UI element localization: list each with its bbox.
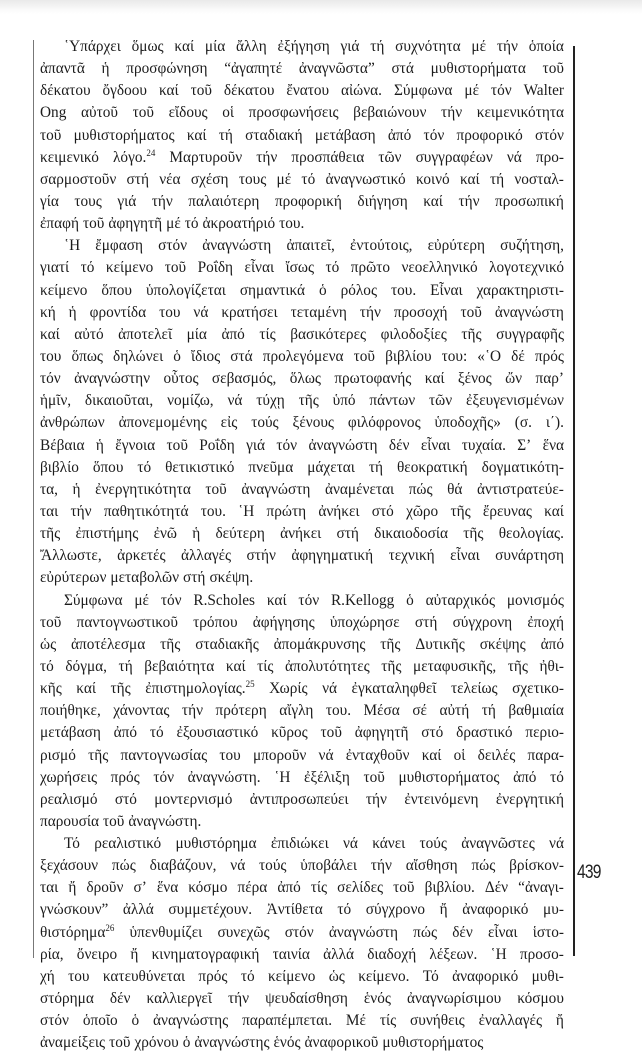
text-line: ρία, ὄνειρο ἤ κινηματογραφική ταινία ἀλλά διαδοχή λέξεων. ῾Η προσο-	[40, 945, 564, 963]
text-line: παρουσία τοῦ ἀναγνώστη.	[40, 812, 202, 830]
text-line: κειμενικό λόγο.$^{24}$ Μαρτυροῦν τήν προσπάθεια τῶν συγγραφέων νά προ-	[40, 147, 564, 166]
text-line: κείμενο ὅπου ὑπολογίζεται σημαντικά ὁ ρόλος του. Εἶναι χαρακτηριστι-	[40, 281, 564, 299]
text-line: ὡς ἀποτέλεσμα τῆς σταδιακῆς ἀπομάκρυνσης τῆς Δυτικῆς σκέψης ἀπό	[40, 635, 564, 653]
text-line: γιατί τό κείμενο τοῦ Ροΐδη εἶναι ἴσως τό πρῶτο νεοελληνικό λογοτεχνικό	[40, 259, 564, 277]
text-line: καί αὐτό ἀποτελεῖ μία ἀπό τίς βασικότερες φιλοδοξίες τῆς συγγραφῆς	[40, 325, 564, 343]
text-line: σαρμοστοῦν στή νέα σχέση τους μέ τό ἀναγνωστικό κοινό καί τή νοσταλ-	[40, 170, 564, 188]
text-line: κῆς καί τῆς ἐπιστημολογίας.$^{25}$ Χωρίς νά ἐγκαταληφθεῖ τελείως σχετικο-	[40, 678, 564, 698]
text-line: τα, ἡ ἐνεργητικότητα τοῦ ἀναγνώστη ἀναμένεται πώς θά ἀντιστρατεύε-	[40, 480, 564, 498]
text-line: στόν ὁποῖο ὁ ἀναγνώστης παραπέμπεται. Μέ τίς συνήθεις ἐναλλαγές ἤ	[40, 1012, 564, 1030]
text-line: του ὅπως δηλώνει ὁ ἴδιος στά προλεγόμενα τοῦ βιβλίου του: «῾Ο δέ πρός	[40, 347, 564, 365]
text-line: εὐρύτερων μεταβολῶν στή σκέψη.	[40, 569, 254, 587]
text-line: ρεαλισμό στό μοντερνισμό ἀντιπροσωπεύει τήν ἐντεινόμενη ἐνεργητική	[40, 790, 564, 808]
text-line: τῆς ἐπιστήμης ἐνῶ ἡ δεύτερη ἀνήκει στή δικαιοδοσία τῆς θεολογίας.	[40, 525, 564, 543]
text-line: ἀναμείξεις τοῦ χρόνου ὁ ἀναγνώστης ἑνός ἀναφορικοῦ μυθιστορήματος	[40, 1034, 484, 1052]
text-line: ῾Η ἔμφαση στόν ἀναγνώστη ἀπαιτεῖ, ἐντούτοις, εὐρύτερη συζήτηση,	[64, 237, 564, 255]
text-line: ται τήν παθητικότητά του. ῾Η πρώτη ἀνήκει στό χῶρο τῆς ἔρευνας καί	[40, 502, 564, 520]
text-line: ἐπαφή τοῦ ἀφηγητῆ μέ τό ἀκροατήριό του.	[40, 215, 305, 233]
text-line: θιστόρημα$^{26}$ ὑπενθυμίζει συνεχῶς στόν ἀναγνώστη πώς δέν εἶναι ἱστο-	[40, 922, 564, 941]
paragraph	[40, 36, 564, 235]
text-line: τόν ἀναγνώστην οὗτος σεβασμός, ὅλως πρωτοφανής καί ξένος ὤν παρ’	[40, 370, 564, 388]
text-line: βιβλίο ὅπου τό θετικιστικό πνεῦμα μάχεται τή θεοκρατική δογματικότη-	[40, 458, 564, 476]
text-line: μετάβαση ἀπό τό ἐξουσιαστικό κῦρος τοῦ ἀφηγητῆ στό δραστικό περιο-	[40, 724, 564, 742]
text-line: κή ἡ φροντίδα του νά κρατήσει τεταμένη τήν προσοχή τοῦ ἀναγνώστη	[40, 303, 564, 321]
footnote-ref: 24	[146, 147, 156, 158]
paragraph	[40, 235, 564, 589]
text-line: ξεχάσουν πώς διαβάζουν, νά τούς ὑποβάλει τήν αἴσθηση πώς βρίσκον-	[40, 857, 564, 875]
text-line: χή του κατευθύνεται πρός τό κείμενο ὡς κείμενο. Τό ἀναφορικό μυθι-	[40, 967, 564, 985]
text-line: χωρήσεις πρός τόν ἀναγνώστη. ῾Η ἐξέλιξη τοῦ μυθιστορήματος ἀπό τό	[40, 768, 564, 786]
right-margin-rule	[573, 46, 575, 956]
footnote-ref: 26	[105, 922, 115, 933]
body-text	[40, 36, 564, 1054]
text-line: γνώσκουν” ἀλλά συμμετέχουν. Ἀντίθετα τό σύγχρονο ἤ ἀναφορικό μυ-	[40, 901, 564, 919]
scan-top-edge	[0, 0, 642, 14]
text-line: ἡμῖν, δικαιοῦται, νομίζω, νά τύχῃ τῆς ὑπό πάντων τῶν ἐξευγενισμένων	[40, 392, 564, 410]
footnote-ref: 25	[245, 678, 255, 689]
text-line: ῾Υπάρχει ὅμως καί μία ἄλλη ἐξήγηση γιά τή συχνότητα μέ τήν ὁποία	[64, 38, 564, 55]
text-line: Ἄλλωστε, ἀρκετές ἀλλαγές στήν ἀφηγηματική τεχνική εἶναι συνάρτηση	[40, 547, 564, 565]
text-line: τοῦ παντογνωστικοῦ τρόπου ἀφήγησης ὑποχώρησε στή σύγχρονη ἐποχή	[40, 613, 564, 631]
text-line: ται ἤ δροῦν σ’ ἕνα κόσμο πέρα ἀπό τίς σελίδες τοῦ βιβλίου. Δέν “ἀναγι-	[40, 879, 564, 897]
text-line: τό δόγμα, τή βεβαιότητα καί τίς ἀπολυτότητες τῆς μεταφυσικῆς, τῆς ἠθι-	[40, 657, 564, 675]
text-line: Τό ρεαλιστικό μυθιστόρημα ἐπιδιώκει νά κάνει τούς ἀναγνῶστες νά	[64, 835, 564, 853]
text-line: δέκατου ὄγδοου καί τοῦ δέκατου ἔνατου αἰώνα. Σύμφωνα μέ τόν Walter	[40, 82, 564, 100]
text-line: Ong αὐτοῦ τοῦ εἴδους οἱ προσφωνήσεις βεβαιώνουν τήν κειμενικότητα	[40, 104, 564, 122]
text-line: ἀνθρώπων ἀπονεμομένης εἰς τούς ξένους φιλόφρονος ὑποδοχῆς» (σ. ι΄).	[40, 414, 564, 432]
text-line: Σύμφωνα μέ τόν R.Scholes καί τόν R.Kellogg ὁ αὐταρχικός μονισμός	[64, 591, 564, 609]
text-line: στόρημα δέν καλλιεργεῖ τήν ψευδαίσθηση ἑνός ἀναγνωρίσιμου κόσμου	[40, 990, 564, 1008]
left-margin-rule	[33, 40, 34, 958]
text-line: Βέβαια ἡ ἔγνοια τοῦ Ροΐδη γιά τόν ἀναγνώστη δέν εἶναι τυχαία. Σ’ ἕνα	[40, 436, 564, 454]
paragraph	[40, 833, 564, 1054]
text-line: ρισμό τῆς παντογνωσίας του μποροῦν νά ἐνταχθοῦν καί οἱ δειλές παρα-	[40, 746, 564, 764]
text-line: γία τους γιά τήν παλαιότερη προφορική διήγηση καί τήν προσωπική	[40, 192, 564, 210]
text-line: ἀπαντᾶ ἡ προσφώνηση “ἀγαπητέ ἀναγνῶστα” στά μυθιστορήματα τοῦ	[40, 60, 564, 78]
page-number: 439	[577, 862, 601, 883]
text-line: ποιήθηκε, χάνοντας τήν πρότερη αἴγλη του. Μέσα σέ αὐτή τή βαθμιαία	[40, 702, 564, 720]
paragraph	[40, 590, 564, 834]
text-line: τοῦ μυθιστορήματος καί τή σταδιακή μετάβαση ἀπό τόν προφορικό στόν	[40, 126, 564, 144]
